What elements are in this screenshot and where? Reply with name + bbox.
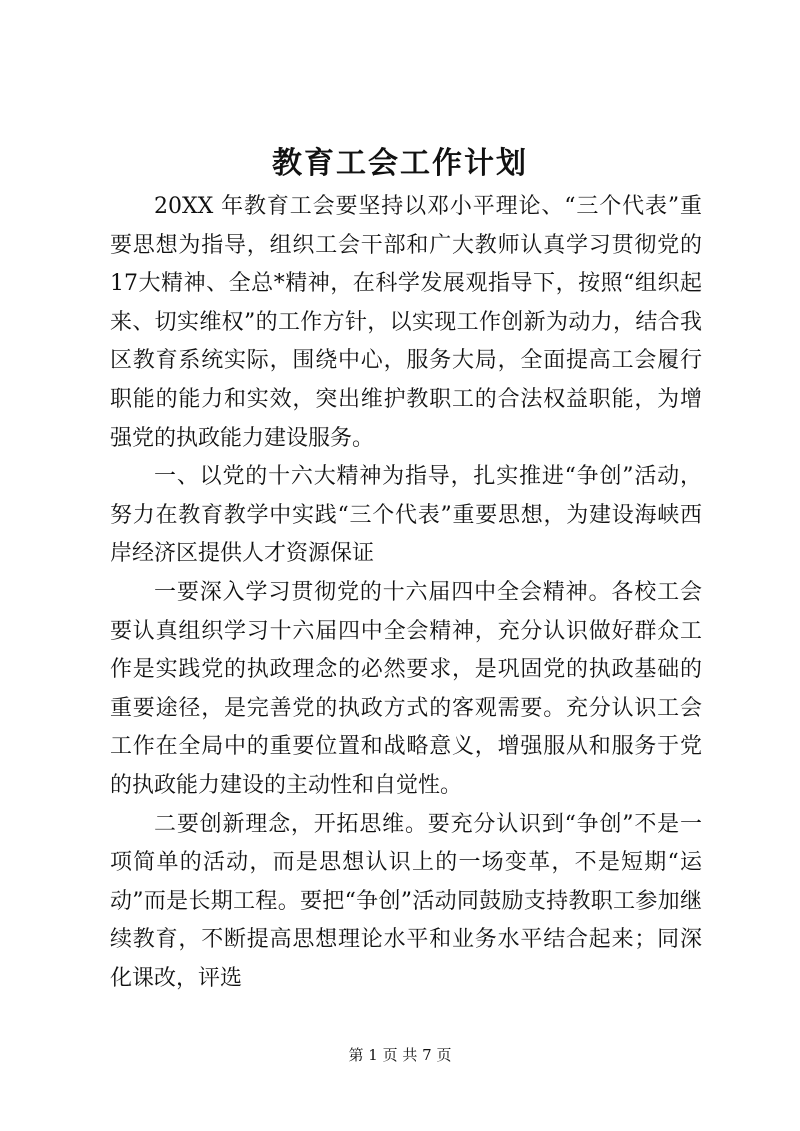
paragraph-intro: 20XX 年教育工会要坚持以邓小平理论、“三个代表”重要思想为指导，组织工会干部和广大教师认真学习贯彻党的17大精神、全总*精神，在科学发展观指导下，按照“组织起来、切实维权”的工作方针，以实现工作创新为动力，结合我区教育系统实际，围绕中心，服务大局，全面提高工会履行职能的能力和实效，突出维护教职工的合法权益职能，为增强党的执政能力建设服务。 — [110, 194, 702, 451]
document-title: 教育工会工作计划 — [272, 146, 528, 181]
paragraph-point-one: 一要深入学习贯彻党的十六届四中全会精神。各校工会要认真组织学习十六届四中全会精神，充分认识做好群众工作是实践党的执政理念的必然要求，是巩固党的执政基础的重要途径，是完善党的执政方式的客观需要。充分认识工会工作在全局中的重要位置和战略意义，增强服从和服务于党的执政能力建设的主动性和自觉性。 — [110, 579, 702, 798]
page-footer: 第 1 页 共 7 页 — [348, 1046, 452, 1064]
paragraph-section-heading: 一、以党的十六大精神为指导，扎实推进“争创”活动，努力在教育教学中实践“三个代表”重要思想，为建设海峡西岸经济区提供人才资源保证 — [110, 464, 702, 567]
paragraph-point-two: 二要创新理念，开拓思维。要充分认识到“争创”不是一项简单的活动，而是思想认识上的一场变革，不是短期“运动”而是长期工程。要把“争创”活动同鼓励支持教职工参加继续教育，不断提高思想理论水平和业务水平结合起来；同深化课改，评选 — [110, 811, 702, 991]
document-body — [110, 188, 702, 998]
